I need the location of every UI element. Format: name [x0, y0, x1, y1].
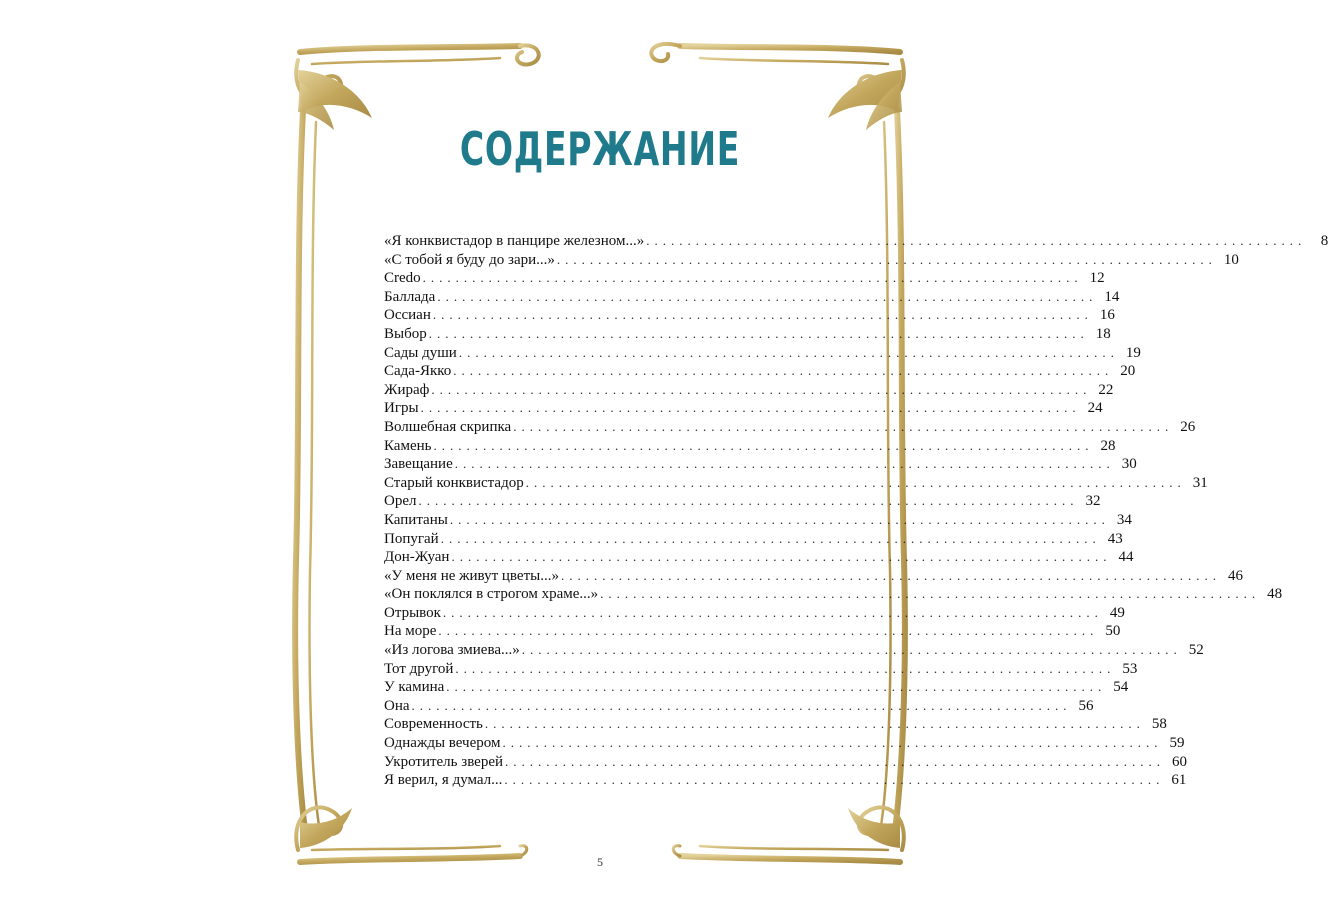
toc-entry-page: 46	[1227, 567, 1243, 584]
toc-entry-page: 61	[1171, 772, 1187, 789]
toc-entry	[384, 604, 1125, 623]
toc-entry-title: Капитаны	[384, 511, 448, 528]
dot-leader: ................................................................................	[449, 511, 1110, 527]
toc-entry	[384, 288, 1120, 307]
dot-leader: ................................................................................	[431, 381, 1092, 397]
dot-leader: ................................................................................	[513, 418, 1174, 434]
toc-entry	[384, 418, 1196, 437]
toc-entry	[384, 306, 1115, 325]
toc-entry	[384, 474, 1208, 493]
toc-entry-title: У камина	[384, 679, 445, 696]
toc-entry-title: Старый конквистадор	[384, 474, 524, 491]
toc-entry-page: 32	[1085, 493, 1101, 510]
toc-entry-page: 19	[1125, 344, 1141, 361]
toc-entry-title: Однажды вечером	[384, 735, 501, 752]
toc-entry-title: Завещание	[384, 456, 453, 473]
dot-leader: ................................................................................	[556, 251, 1217, 267]
toc-entry-title: Баллада	[384, 288, 436, 305]
toc-entry-title: Попугай	[384, 530, 439, 547]
toc-entry-title: «Я конквистадор в панцире железном...»	[384, 233, 645, 249]
toc-entry	[384, 567, 1243, 586]
dot-leader: ................................................................................	[411, 697, 1072, 713]
toc-entry-title: «У меня не живут цветы...»	[384, 567, 559, 584]
toc-entry-page: 24	[1087, 400, 1103, 417]
toc-entry-title: Дон-Жуан	[384, 549, 450, 566]
dot-leader: ................................................................................	[484, 716, 1145, 732]
toc-entry-page: 56	[1078, 697, 1094, 714]
toc-entry-page: 14	[1104, 288, 1120, 305]
toc-entry	[384, 753, 1188, 772]
toc-entry-title: Credo	[384, 270, 421, 287]
dot-leader: ................................................................................	[502, 735, 1163, 751]
toc-entry	[384, 399, 1103, 418]
toc-entry	[384, 325, 1111, 344]
toc-entry-title: Современность	[384, 716, 483, 733]
toc-entry-title: Игры	[384, 400, 419, 417]
toc-entry-title: На море	[384, 623, 437, 640]
toc-entry	[384, 548, 1134, 567]
dot-leader: ................................................................................	[453, 363, 1114, 379]
toc-entry	[384, 622, 1121, 641]
dot-leader: ................................................................................	[646, 233, 1307, 248]
toc-entry	[384, 492, 1101, 511]
dot-leader: ................................................................................	[505, 753, 1166, 769]
toc-entry-page: 58	[1151, 716, 1167, 733]
dot-leader: ................................................................................	[420, 400, 1081, 416]
toc-entry-page: 49	[1109, 604, 1125, 621]
toc-entry-title: Я верил, я думал...	[384, 772, 503, 789]
toc-entry	[384, 641, 1204, 660]
toc-entry-title: Отрывок	[384, 604, 441, 621]
toc-entry-page: 30	[1121, 456, 1137, 473]
toc-entry-page: 48	[1267, 586, 1283, 603]
toc-entry-title: «С тобой я буду до зари...»	[384, 251, 555, 268]
dot-leader: ................................................................................	[442, 604, 1103, 620]
toc-entry-title: «Он поклялся в строгом храме...»	[384, 586, 599, 603]
toc-entry-title: Жираф	[384, 381, 430, 398]
dot-leader: ................................................................................	[560, 567, 1221, 583]
toc-entry-title: Волшебная скрипка	[384, 418, 512, 435]
toc-entry	[384, 511, 1132, 530]
toc-entry	[384, 660, 1138, 679]
toc-entry-page: 10	[1223, 251, 1239, 268]
toc-entry	[384, 585, 1283, 604]
toc-entry	[384, 771, 1187, 790]
toc-entry-title: Укротитель зверей	[384, 753, 504, 770]
toc-entry	[384, 251, 1239, 270]
toc-entry-page: 44	[1118, 549, 1134, 566]
toc-entry-page: 22	[1098, 381, 1114, 398]
dot-leader: ................................................................................	[422, 270, 1083, 286]
toc-entry-page: 54	[1113, 679, 1129, 696]
toc-entry-page: 26	[1180, 418, 1196, 435]
dot-leader: ................................................................................	[418, 493, 1079, 509]
toc-entry	[384, 269, 1105, 288]
toc-entry-title: Оссиан	[384, 307, 431, 324]
dot-leader: ................................................................................	[433, 437, 1094, 453]
toc-entry-page: 28	[1100, 437, 1116, 454]
dot-leader: ................................................................................	[504, 772, 1165, 788]
toc-entry	[384, 381, 1114, 400]
toc-entry-page: 16	[1099, 307, 1115, 324]
toc-entry-page: 52	[1188, 642, 1204, 659]
dot-leader: ................................................................................	[440, 530, 1101, 546]
toc-entry	[384, 455, 1137, 474]
dot-leader: ................................................................................	[451, 549, 1112, 565]
dot-leader: ................................................................................	[600, 586, 1261, 602]
toc-entry	[384, 678, 1129, 697]
toc-entry	[384, 715, 1167, 734]
toc-entry-page: 59	[1169, 735, 1185, 752]
dot-leader: ................................................................................	[455, 660, 1116, 676]
dot-leader: ................................................................................	[521, 642, 1182, 658]
dot-leader: ................................................................................	[428, 325, 1089, 341]
toc-entry-title: Сада-Якко	[384, 363, 452, 380]
toc-entry-title: Выбор	[384, 325, 427, 342]
dot-leader: ................................................................................	[454, 456, 1115, 472]
dot-leader: ................................................................................	[525, 474, 1186, 490]
toc-entry	[384, 344, 1141, 363]
toc-entry-title: Камень	[384, 437, 432, 454]
toc-entry-title: Тот другой	[384, 660, 454, 677]
toc-entry-page: 50	[1105, 623, 1121, 640]
toc-entry	[384, 362, 1136, 381]
toc-entry-page: 34	[1116, 511, 1132, 528]
page-title: СОДЕРЖАНИЕ	[459, 122, 741, 176]
page-number: 5	[597, 855, 603, 869]
toc-entry	[384, 697, 1094, 716]
toc-entry	[384, 734, 1185, 753]
toc-entry-title: «Из логова змиева...»	[384, 642, 520, 659]
toc-entry-page: 8	[1320, 233, 1328, 249]
table-of-contents	[384, 232, 1328, 790]
dot-leader: ................................................................................	[438, 623, 1099, 639]
dot-leader: ................................................................................	[437, 288, 1098, 304]
toc-entry-page: 53	[1122, 660, 1138, 677]
dot-leader: ................................................................................	[458, 344, 1119, 360]
toc-entry	[384, 232, 1328, 251]
toc-entry-page: 31	[1192, 474, 1208, 491]
toc-entry-title: Орел	[384, 493, 417, 510]
toc-entry-page: 18	[1095, 325, 1111, 342]
toc-entry-page: 12	[1089, 270, 1105, 287]
toc-entry-title: Она	[384, 697, 410, 714]
dot-leader: ................................................................................	[432, 307, 1093, 323]
toc-entry-page: 43	[1107, 530, 1123, 547]
toc-entry-page: 60	[1172, 753, 1188, 770]
toc-entry-title: Сады души	[384, 344, 457, 361]
dot-leader: ................................................................................	[446, 679, 1107, 695]
toc-entry	[384, 437, 1116, 456]
toc-entry-page: 20	[1120, 363, 1136, 380]
toc-entry	[384, 530, 1123, 549]
